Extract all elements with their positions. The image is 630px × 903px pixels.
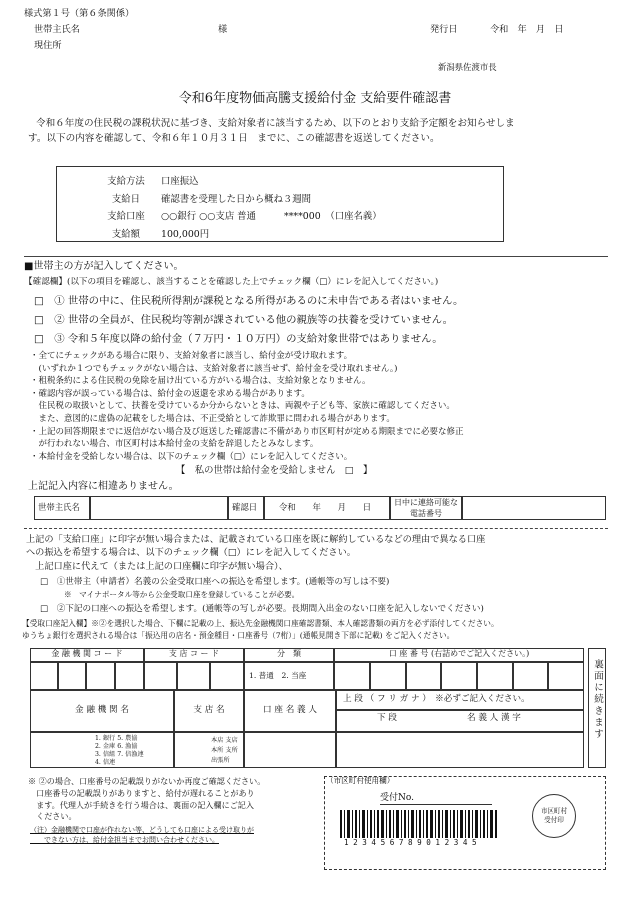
side-note: 裏面に続きます [592,659,603,741]
branch-code-digit[interactable] [177,662,210,690]
intro-line-2: す。以下の内容を確認して、令和６年１０月３１日 までに、この確認書を返送してください。 [28,133,440,144]
holder-name-field[interactable] [336,732,584,768]
agree-text: 上記記入内容に相違ありません。 [28,481,179,492]
footer-note: ※ ②の場合、口座番号の記載誤りがないか再度ご確認ください。 口座番号の記載誤りがありますと、給付が遅れることがあり ます。代理人が手続きを行う場合は、裏面の記入欄にご記入 ください。 [28,776,266,822]
kanji-label: 名 義 人 漢 字 [467,713,521,723]
payment-account-row: 支給口座 ○○銀行 ○○支店 普通 ****000 （口座名義） [107,211,382,223]
branch-name-label: 支 店 名 [174,690,244,732]
confirm-note: 【確認欄】(以下の項目を確認し、該当することを確認した上でチェック欄（□）にレを記入してください。) [24,277,439,287]
branch-code-digit[interactable] [210,662,244,690]
barcode-icon [340,810,498,838]
sign-phone-label: 日中に連絡可能な 電話番号 [390,496,462,520]
notes-block: ・全てにチェックがある場合に限り、支給対象者に該当し、給付金が受け取れます。 (いずれか１つでもチェックがない場合は、支給対象者に該当せず、給付金を受け取れません。) ・租税条約による住民税の免除を届け出ている方がいる場合は、支給対象となりません。 ・確認内容が誤っている場合は、給付金の返還を求める場合があります。 住民税の取扱いとして、扶養を受けているか分からないときは、両親や子ども等、家族に確認してください。 また、意図的に虚偽の記載をした場合は、不正受給として詐欺罪に問われる場合があります。 ・上記の回答期限までに返信がない場合及び返送した確認書に不備があり市区町村が定める期限までに必要な修正 が行われない場合、市区町村は本給付金の支給を辞退したとみなします。 ・本給付金を受給しない場合は、以下のチェック欄（□）にレを記入してください。 [30,351,464,462]
account-digit[interactable] [441,662,477,690]
barcode-digits: 1 2 3 4 5 6 7 8 9 0 1 2 3 4 5 [344,838,477,847]
footer-subnote: （注）金融機関で口座が作れない等、どうしても口座による受け取りが できない方は、給付金担当までお問い合わせください。 [30,826,254,844]
account-digit[interactable] [477,662,513,690]
form-number: 様式第１号（第６条関係） [24,8,135,19]
account-digit[interactable] [513,662,548,690]
bank-code-digit[interactable] [58,662,86,690]
payment-date-row: 支給日 確認書を受理した日から概ね３週間 [111,193,312,205]
furigana-label: 上 段 （ フ リ ガ ナ ） ※必ずご記入ください。 [336,690,584,710]
option-1[interactable]: □ ①世帯主（申請者）名義の公金受取口座への振込を希望します。(通帳等の写しは不要) [40,577,390,587]
account-digit[interactable] [334,662,370,690]
option-2[interactable]: □ ②下記の口座への振込を希望します。(通帳等の写しが必要。長期間入出金のない口座を記入しないでください) [40,604,484,614]
branch-code-header: 支 店 コ ー ド [144,648,244,662]
check-item-2[interactable]: □ ② 世帯の全員が、住民税均等割が課されている他の親族等の扶養を受けていません。 [34,314,453,326]
account-no-header: 口 座 番 号 (右詰めでご記入ください。) [334,648,584,662]
intro-line-1: 令和６年度の住民税の課税状況に基づき、支給対象者に該当するため、以下のとおり支給予定額をお知らせしま [36,118,515,129]
page-title: 令和6年度物価高騰支援給付金 支給要件確認書 [178,91,452,106]
lower-label: 下 段 [377,713,397,723]
side-note-box [588,648,606,768]
address-label: 現住所 [34,40,62,51]
bank-name-label: 金 融 機 関 名 [30,690,174,732]
sign-phone-field[interactable] [462,496,606,520]
sign-name-field[interactable] [90,496,228,520]
sign-name-label: 世帯主氏名 [34,496,90,520]
householder-label: 世帯主氏名 [34,24,80,35]
issuer: 新潟県佐渡市長 [438,62,497,72]
sign-date-label: 確認日 [228,496,264,520]
bank-name-field[interactable] [30,732,174,768]
branch-type-options: 本店 支店 本所 支所 出張所 [211,737,238,764]
payment-method-row: 支給方法 口座振込 [107,176,199,187]
lower-label-cell [336,710,584,732]
receipt-stamp-circle: 市区町村 受付印 [532,794,576,838]
bank-code-digit[interactable] [86,662,115,690]
decline-checkbox[interactable]: 【 私の世帯は給付金を受給しません □ 】 [176,465,373,476]
bank-code-digit[interactable] [115,662,144,690]
issue-date: 令和 年 月 日 [490,24,564,35]
bank-code-digit[interactable] [30,662,58,690]
payment-box [56,166,504,242]
issue-label: 発行日 [430,24,458,35]
recv-note-2: ゆうちょ銀行を選択される場合は「振込用の店名・預金種目・口座番号（7桁）」(通帳見開き下部に記載) をご記入ください。 [22,631,455,640]
check-item-1[interactable]: □ ① 世帯の中に、住民税所得割が課税となる所得があるのに未申告である者はいません。 [34,295,464,307]
payment-amount-row: 支給額 100,000円 [111,228,210,240]
bank-code-header: 金 融 機 関 コ ー ド [30,648,144,662]
account-digit[interactable] [370,662,406,690]
branch-name-field[interactable] [174,732,244,768]
office-use-label: （市区町村使用欄） [326,776,395,785]
account-digit[interactable] [548,662,584,690]
category-options[interactable]: 1. 普通 2. 当座 [244,662,334,690]
sama-label: 様 [218,24,228,35]
branch-code-digit[interactable] [144,662,177,690]
holder-label: 口 座 名 義 人 [244,690,336,732]
receipt-no: 受付No. [380,792,492,805]
check-item-3[interactable]: □ ③ 令和５年度以降の給付金（７万円・１０万円）の支給対象世帯ではありません。 [34,333,443,345]
holder-field[interactable] [244,732,336,768]
recv-note-1: 【受取口座記入欄】※②を選択した場合、下欄に記載の上、振込先金融機関口座確認書類、本人確認書類の両方を必ず添付してください。 [22,619,499,628]
sign-date-field[interactable]: 令和 年 月 日 [264,496,390,520]
account-digit[interactable] [406,662,441,690]
category-header: 分 類 [244,648,334,662]
bank-type-options: 1. 銀行 5. 農協 2. 金庫 6. 漁協 3. 信組 7. 信漁連 4. 信連 [95,735,144,766]
option-1-note: ※ マイナポータル等から公金受取口座を登録していることが必要。 [64,590,300,599]
section1-heading: ■世帯主の方が記入してください。 [24,261,184,272]
section2-text: 上記の「支給口座」に印字が無い場合または、記載されている口座を既に解約しているなどの理由で異なる口座 への振込を希望する場合は、以下のチェック欄（□）にレを記入してください。 上記口座に代えて（または上記の口座欄に印字が無い場合）、 [26,534,486,572]
